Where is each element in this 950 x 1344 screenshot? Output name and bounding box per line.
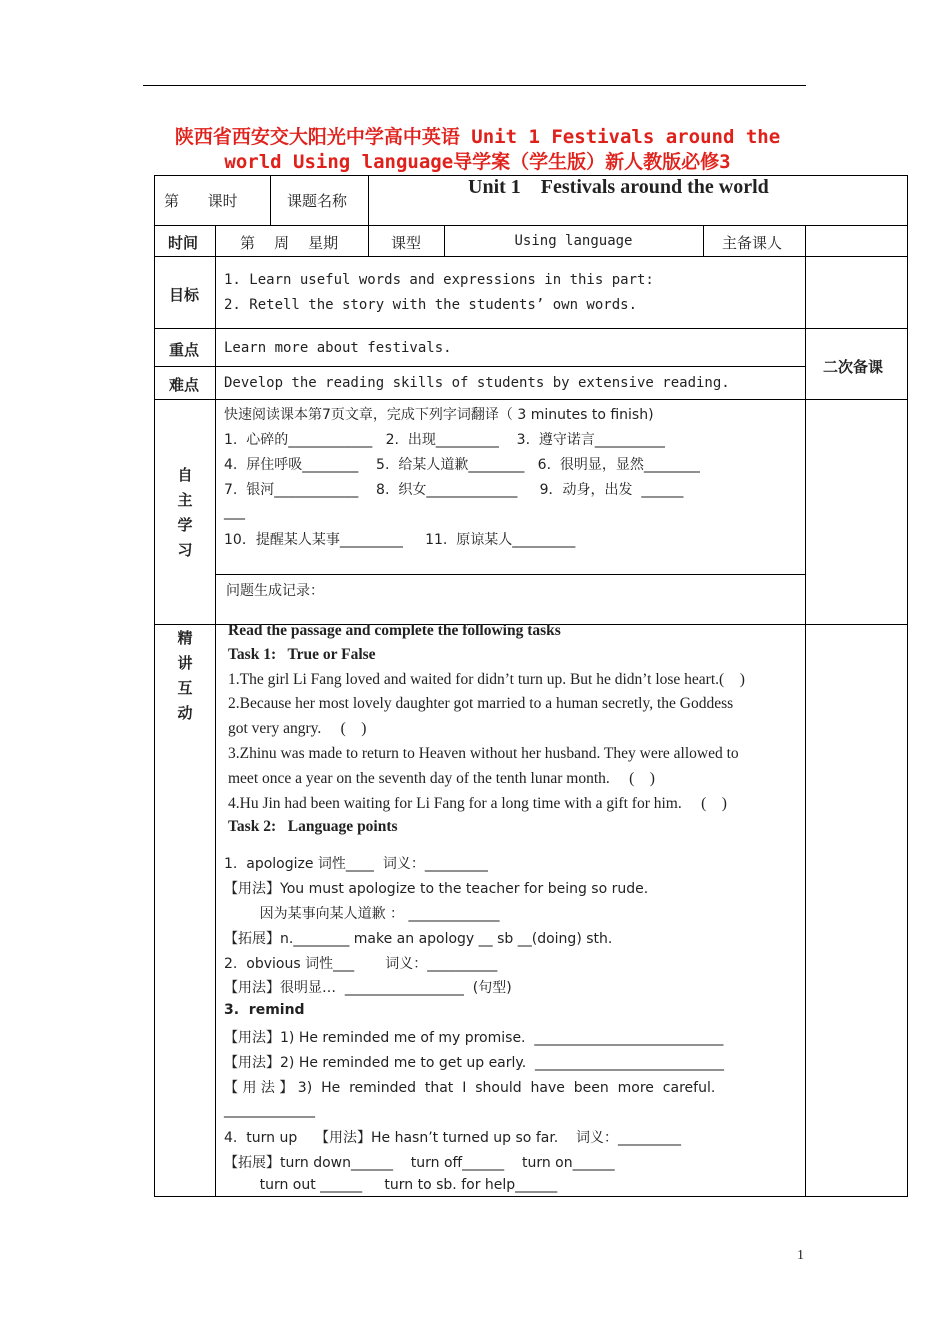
- language-point-line: 【 用 法 】 3) He reminded that I should have been more careful.: [224, 1080, 716, 1096]
- difficulty-label: 难点: [169, 376, 200, 394]
- time-label: 时间: [168, 234, 199, 252]
- language-point-line: _____________: [224, 1102, 315, 1118]
- difficulty-text: Develop the reading skills of students by extensive reading.: [224, 375, 730, 391]
- language-point-line: 【用法】1) He reminded me of my promise. ___________________________: [224, 1030, 724, 1046]
- topic-name-label: 课题名称: [287, 192, 348, 210]
- self-study-intro: 快速阅读课本第7页文章，完成下列字词翻译（ 3 minutes to finish): [224, 407, 654, 423]
- language-point-line: 【拓展】n.________ make an apology __ sb __(doing) sth.: [224, 931, 613, 947]
- language-point-line: 【用法】很明显… _________________ (句型): [224, 980, 512, 996]
- task1-heading: Task 1: True or False: [228, 646, 376, 663]
- language-point-line: 因为某事向某人道歉 ： _____________: [224, 906, 500, 922]
- header-rule: [143, 85, 806, 86]
- language-point-line: 【用法】2) He reminded me to get up early. ___________________________: [224, 1055, 725, 1071]
- interaction-label: 精 讲 互 动: [177, 629, 193, 722]
- problem-record-label: 问题生成记录：: [226, 583, 324, 599]
- vocab-line: 1. 心碎的____________ 2. 出现_________ 3. 遵守诺言__________: [224, 432, 665, 448]
- true-false-question: meet once a year on the seventh day of the tenth lunar month. ( ): [228, 770, 655, 787]
- key-point-label: 重点: [169, 341, 200, 359]
- true-false-question: 4.Hu Jin had been waiting for Li Fang for a long time with a gift for him. ( ): [228, 795, 727, 812]
- topic-title: Unit 1 Festivals around the world: [468, 176, 769, 198]
- goal-item: 2. Retell the story with the students’ own words.: [224, 297, 638, 313]
- vocab-line: 4. 屏住呼吸________ 5. 给某人道歉________ 6. 很明显，显然________: [224, 457, 700, 473]
- lead-teacher-label: 主备课人: [722, 234, 783, 252]
- vocab-line: ___: [224, 504, 245, 520]
- language-point-line: turn out ______ turn to sb. for help______: [224, 1177, 558, 1193]
- language-point-line: 【用法】You must apologize to the teacher for being so rude.: [224, 881, 649, 897]
- lesson-type-label: 课型: [391, 234, 422, 252]
- second-prep-label: 二次备课: [823, 358, 884, 376]
- language-point-line: 3. remind: [224, 1002, 305, 1018]
- vocab-line: 7. 银河____________ 8. 织女_____________ 9．动身，出发 ______: [224, 482, 684, 498]
- document-title-line2: world Using language导学案（学生版）新人教版必修3: [224, 151, 731, 173]
- language-point-line: 4. turn up 【用法】He hasn’t turned up so far. 词义：_________: [224, 1130, 682, 1146]
- self-study-label: 自 主 学 习: [177, 466, 193, 559]
- true-false-question: 3.Zhinu was made to return to Heaven without her husband. They were allowed to: [228, 745, 739, 762]
- language-point-line: 1. apologize 词性____ 词义：_________: [224, 856, 488, 872]
- true-false-question: 1.The girl Li Fang loved and waited for didn’t turn up. But he didn’t lose heart.( ): [228, 671, 745, 688]
- language-point-line: 【拓展】turn down______ turn off______ turn on______: [224, 1155, 615, 1171]
- goals-label: 目标: [169, 286, 200, 304]
- week-day-label: 第 周 星期: [240, 234, 339, 252]
- lesson-type-value: Using language: [514, 233, 633, 249]
- task2-heading: Task 2: Language points: [228, 818, 398, 835]
- lesson-number-label: 第 课时: [164, 192, 238, 210]
- true-false-question: 2.Because her most lovely daughter got married to a human secretly, the Goddess: [228, 695, 734, 712]
- language-point-line: 2. obvious 词性___ 词义：__________: [224, 956, 498, 972]
- key-point-text: Learn more about festivals.: [224, 340, 452, 356]
- goal-item: 1. Learn useful words and expressions in this part:: [224, 272, 654, 288]
- document-title-line1: 陕西省西安交大阳光中学高中英语 Unit 1 Festivals around the: [174, 126, 781, 148]
- tasks-heading: Read the passage and complete the following tasks: [228, 622, 561, 639]
- vocab-line: 10．提醒某人某事_________ 11. 原谅某人_________: [224, 532, 576, 548]
- true-false-question: got very angry. ( ): [228, 720, 367, 737]
- page-number: 1: [797, 1248, 804, 1263]
